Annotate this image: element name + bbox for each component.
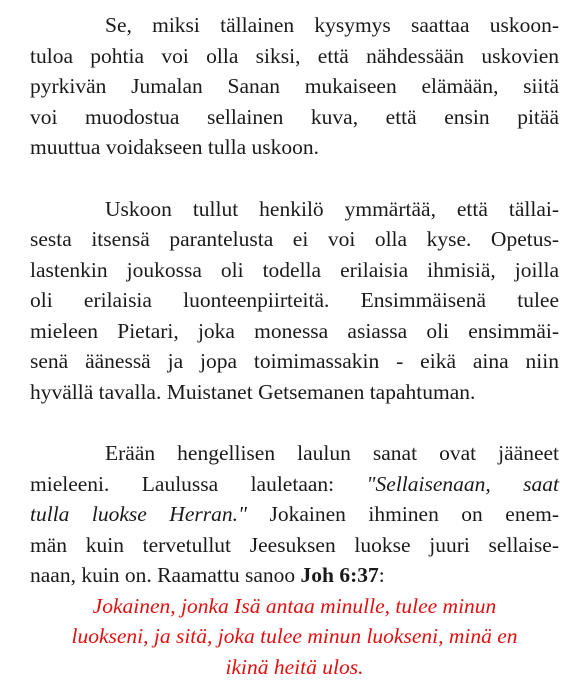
paragraph-line: voi muodostua sellainen kuva, että ensin pitää: [30, 102, 559, 133]
paragraph-line: män kuin tervetullut Jeesuksen luokse juuri sellaise-: [30, 530, 559, 561]
paragraph-line: pyrkivän Jumalan Sanan mukaiseen elämään, siitä: [30, 71, 559, 102]
paragraph-line: senä äänessä ja jopa toimimassakin - eikä aina niin: [30, 346, 559, 377]
paragraph-line: [30, 499, 559, 530]
quote-line: Jokainen, jonka Isä antaa minulle, tulee minun: [30, 591, 559, 622]
paragraph-line: oli erilaisia luonteenpiirteitä. Ensimmäisenä tulee: [30, 285, 559, 316]
text-run: mieleeni. Laulussa lauletaan:: [30, 472, 367, 496]
quote-line: luokseni, ja sitä, joka tulee minun luokseni, minä en: [30, 621, 559, 652]
paragraph-1: [30, 10, 559, 163]
song-quote-text: tulla luokse Herran.": [30, 502, 247, 526]
paragraph-line: mieleen Pietari, joka monessa asiassa oli ensimmäi-: [30, 316, 559, 347]
paragraph-line: [30, 560, 559, 591]
paragraph-2: [30, 194, 559, 408]
paragraph-line: [30, 469, 559, 500]
paragraph-3: [30, 438, 559, 591]
paragraph-line: sesta itsensä parantelusta ei voi olla kyse. Opetus-: [30, 224, 559, 255]
song-quote-text: "Sellaisenaan, saat: [367, 472, 560, 496]
paragraph-line: Uskoon tullut henkilö ymmärtää, että tällai-: [30, 194, 559, 225]
text-run: Jokainen ihminen on enem-: [247, 502, 559, 526]
quote-line: ikinä heitä ulos.: [30, 652, 559, 682]
paragraph-gap: [30, 163, 559, 194]
bible-verse-quote: [30, 591, 559, 682]
paragraph-line: hyvällä tavalla. Muistanet Getsemanen tapahtuman.: [30, 377, 559, 408]
paragraph-line: tuloa pohtia voi olla siksi, että nähdessään uskovien: [30, 41, 559, 72]
text-run: naan, kuin on. Raamattu sanoo: [30, 563, 300, 587]
text-run: :: [379, 563, 385, 587]
paragraph-line: muuttua voidakseen tulla uskoon.: [30, 132, 559, 163]
bible-reference: Joh 6:37: [300, 563, 378, 587]
paragraph-line: Erään hengellisen laulun sanat ovat jääneet: [30, 438, 559, 469]
paragraph-gap: [30, 407, 559, 438]
paragraph-line: lastenkin joukossa oli todella erilaisia ihmisiä, joilla: [30, 255, 559, 286]
paragraph-line: Se, miksi tällainen kysymys saattaa uskoon-: [30, 10, 559, 41]
